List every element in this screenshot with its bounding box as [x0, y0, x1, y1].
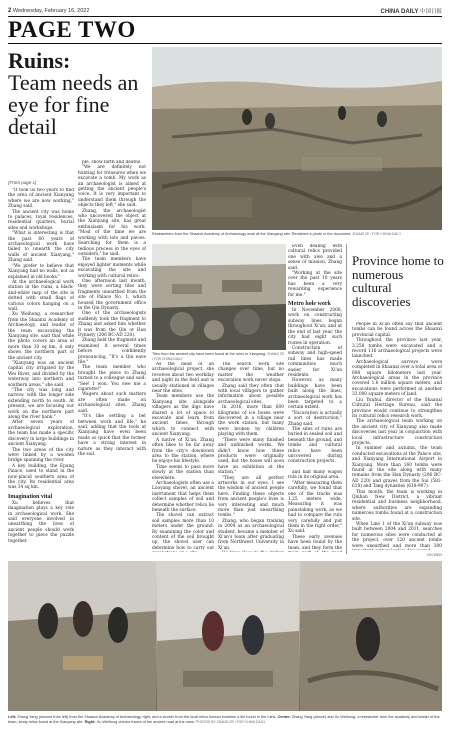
- paragraph: [218, 551, 284, 552]
- paragraph: After seven years of archaeological exploration, the team has made a specific discovery in large buildings in ancient Xianyang.: [8, 420, 74, 448]
- article-column-6: [288, 470, 342, 552]
- caption-label-center: Center:: [277, 715, 291, 719]
- paragraph: Zhang, who began training in 2004 as an archaeological student, became a member of Xi'an's team after graduating from Northwest University in Xi'an.: [218, 518, 284, 551]
- paragraph: Xu believes that imagination plays a key role in archaeological work. She said everyone involved in unearthing the lives of ancient people should work together to piece the puzzle together.: [8, 500, 74, 544]
- masthead-left: [8, 8, 89, 14]
- masthead: [8, 6, 442, 16]
- paragraph: "What is interesting is that the past 60 years of archaeological work have failed to unearth the city walls of ancient Xianyang," Zhang said.: [8, 231, 74, 264]
- caption-text-left: Zhang Yang (second from left) from the Shaanxi Academy of Archaeology, right, and a worker from the local relics bureau examine a tile found in the ruins.: [17, 715, 277, 719]
- issue-date: Wednesday, February 16, 2022: [12, 8, 90, 14]
- caption-text: Tiles from the ancient city have been found at the ruins in Xianyang.: [152, 352, 267, 356]
- paragraph: The team member who brought the piece to Zhang turned to a colleague and said: "See! I won. You owe me a cigarette!": [78, 365, 146, 393]
- section-rule: [8, 43, 442, 44]
- paragraph: ple, show birth and deaths.: [82, 160, 142, 165]
- sidebar-divider: [346, 244, 347, 554]
- paragraph: "After measuring them carefully, we found that one of the tracks was 1.25 meters wide. Measuring it was painstaking work, as we had to compare the ruts very carefully and put them in the right order," Xu said.: [288, 480, 342, 535]
- paragraph: Time seems to pass more slowly at the station than elsewhere.: [152, 464, 214, 481]
- paragraph: The sites of ruins are buried in sealed soil and beneath the ground, and tombs and cultural relics have been uncovered during construction projects.: [288, 427, 342, 465]
- paragraph: However, as many buildings have been built along the lines, archaeological work has been targeted to a certain extent.: [288, 378, 342, 411]
- paragraph: The archaeological team working on the ancient city of Xianyang also made discoveries last year in conjunction with local infrastructure construction projects.: [352, 419, 442, 446]
- photo-caption-top: [152, 232, 442, 237]
- paragraph: "They are all perfect artworks in our eyes. I see the wisdom of ancient people here. Finding these objects from ancient people's lives is very interesting and much more than just unearthing tombs.": [218, 475, 284, 519]
- paragraph: In 2016, more than 600 kilograms of ice boxes were discovered in a village near the work station, but many were broken by children playing with them.: [218, 405, 284, 438]
- paragraph: In summer and autumn, the team conducted excavations at the Palace site, and Xianyang International Airport in Xianyang. More than 160 tombs were found at the site along with many remains from the Han Dynasty (206 BC-AD 220) and graves from the Sui (581-618) and Tang dynasties (618-907).: [352, 446, 442, 490]
- paragraph: "Xianyang was an ancient capital city irrigated by the Wei River, and divided by the waterway into northern and southern areas," she said.: [8, 361, 74, 388]
- paragraph: When Line 1 of the Xi'an subway was built between 2004 and 2011, searches for numerous sites were conducted at the project, over 120 ancient tombs were unearthed and more than 300: [352, 522, 442, 549]
- caption-credit: PHOTOS BY ZHANG ZE / FOR CHINA DAILY: [196, 719, 266, 724]
- paragraph: Archaeologists often use a Luoyang shovel, an ancient instrument that helps them collect samples of soil and determine whether relics lie beneath the surface.: [152, 480, 214, 513]
- headline-lead: Ruins:: [8, 48, 71, 73]
- photo-strip-bottom: [8, 561, 442, 711]
- paragraph: People in Xi'an often say that ancient tombs can be found across the Shaanxi provincial capital.: [352, 322, 442, 338]
- byline: (From page 1): [8, 180, 37, 185]
- paragraph: "Working at the site over the past 10 years has been a very rewarding experience for me.": [288, 271, 342, 298]
- paragraph: Archaeological surveys were completed in Shaanxi over a total area of 688 square kilometers last year. Archaeological areas in the province covered 1.6 million square meters, and excavations were performed at another 32,000 square meters of land.: [352, 359, 442, 398]
- caption-label-left: Left:: [8, 715, 17, 719]
- photo-tiles-scene: [152, 244, 286, 350]
- article-column-2: [78, 160, 146, 552]
- caption-text: Researchers from the Shaanxi Academy of Archaeology work at the Xianyang site. Rendered a photo in the document.: [152, 232, 352, 236]
- paragraph: The two areas of the city were linked by a wooden bridge spanning the river.: [8, 447, 74, 464]
- subheading: Metro hole work: [288, 301, 331, 308]
- paragraph: The ancient city was home to palaces, royal residences, residential quarters, burial sites and workshops.: [8, 209, 74, 231]
- paper-name-cn: 中国日报: [419, 9, 442, 15]
- article-column-4: [218, 362, 284, 552]
- bottom-caption: [8, 715, 442, 725]
- sidebar-headline: Province home to numerous cultural discoveries: [352, 253, 444, 309]
- paragraph: "We are definitely not hunting for treasures when we excavate a tomb. My work as an archaeologist is aimed at getting the ancient people's voice. It is very important to understand them through the objects they left," she said.: [78, 165, 146, 209]
- sidebar-body: [352, 322, 442, 550]
- photo-excavation-site: [152, 47, 442, 230]
- paragraph: Xu Weihong, a researcher from the Shaanxi Academy of Archaeology, and leader of the team excavating the Xianyang site, said that while the photo covers an area of more than 30 sq km, it only shows the northern part of the ancient city.: [8, 312, 74, 361]
- paragraph: Zhang, the archaeologist who uncovered the object at the Xianyang site, has great enthusiasm for his work. "Most of the time we are working with lots and pieces. Searching for them is a tedious process in the eyes of outsiders," he said.: [78, 208, 146, 257]
- paragraph: Even dealing with cultural relics provided one with awe and a sense of mission, Zhang said.: [288, 244, 342, 271]
- headline-rest: Team needs an eye for fine detail: [8, 70, 139, 139]
- paragraph: This month, the team is working in Qinhan New District, a vibrant residential and business neighborhood, where authorities are expanding numerous tombs found at a construction site.: [352, 489, 442, 522]
- caption-label-right: Right:: [84, 719, 96, 724]
- photo-tiles: [152, 244, 286, 350]
- photo-caption-mid: [152, 352, 286, 362]
- article-column-1: [8, 188, 74, 552]
- paragraph: Liu Yunhui, director of the Shaanxi Cultural Heritage Bureau, said the province would continue to strengthen its cultural relics research work.: [352, 397, 442, 419]
- photo-excavation-scene: [152, 47, 442, 230]
- paper-name: CHINA DAILY: [380, 9, 419, 15]
- paragraph: A key building, the Epang Palace, used to stand in the now-placid southern area of the city. Its residential area was 34 sq km.: [8, 463, 74, 491]
- article-headline: [8, 50, 146, 138]
- caption-text-center: Zhang Yang (above) and Xu Weihong, a researcher from the academy and leader of the team, study relics found at the Xianyang site.: [8, 715, 440, 724]
- caption-credit: ZHANG ZE / FOR CHINA DAILY: [152, 352, 285, 361]
- paragraph: Wagers about such matters are often made on archaeological sites, Zhang said.: [78, 392, 146, 414]
- paragraph: "Excavation is actually a sort of destruction," Zhang said.: [288, 410, 342, 427]
- paragraph: A native of Xi'an, Zhang often likes to be far away from the city's downtown area to the station, where he enjoys his lifestyle.: [152, 437, 214, 465]
- paragraph: The team members have enjoyed lighter moments while excavating the site and working with cultural relics.: [78, 257, 146, 279]
- paragraph: Construction of subway and high-speed rail lines has made communities much easier for Xi'an residents.: [288, 345, 342, 378]
- paragraph: Zhang held the fragment and examined it several times before confidently pronouncing, "It's a Qin eave tile.": [78, 338, 146, 366]
- article-column-3: [152, 362, 214, 552]
- caption-text-right: Xu Weihong checks traces of the ancient road at the ruins.: [96, 719, 195, 724]
- subheading: Imagination vital: [8, 493, 53, 500]
- section-title: PAGE TWO: [8, 17, 136, 42]
- sidebar-signoff: XIN WEN: [426, 553, 442, 557]
- paragraph: "The city was long and narrow, with the longer side extending north to south. At present, we are focusing our work on the northern part along the river bank.": [8, 388, 74, 421]
- photo-strip-scenes: [8, 561, 442, 711]
- paragraph: "It took us two years to find the area of ancient Xianyang where we are now working," Zhang said.: [8, 188, 74, 210]
- paragraph: One afternoon last month, they were sorting tiles and fragments unearthed from the site of Palace No. 1, which housed the government office in the Qin Dynasty.: [78, 278, 146, 311]
- paragraph: The search work site changes over time, but no matter the weather excavation work never stops.: [218, 362, 284, 384]
- caption-credit: ZHANG ZE / FOR CHINA DAILY: [352, 232, 402, 236]
- page-number: 2: [8, 8, 12, 14]
- paragraph: In November 2008, work on constructing subway lines began throughout Xi'an, and at the end of last year, the city had eight such routes in operation.: [288, 308, 342, 346]
- paragraph: "There were many finished and unfinished works. We didn't know how these products were originally used, but the boxes will soon have an exhibition at the station.": [218, 437, 284, 476]
- paragraph: These early avenues have been found by the team, and they form the: [288, 534, 342, 551]
- paragraph: Zhang said they often chat with local villagers to gather information about possible archaeological sites.: [218, 383, 284, 405]
- paragraph: and half many wagon ruts in its original area.: [288, 470, 342, 481]
- paragraph: "It's like settling a bet between work and life," he said, adding that the tools at Xianyang have even been made so quick that the former have a strong interest in nature as they interact with the soil.: [78, 414, 146, 457]
- paragraph: At the archaeological work station in the ruins, a black-and-white map of the site is dotted with small flags of various colors hanging on a wall.: [8, 279, 74, 312]
- paragraph: One of the archaeologists suddenly took the fragment to Zhang and asked him whether it was from the Qin or Han Dynasty (206 BC-AD 220).: [78, 311, 146, 338]
- paragraph: As the head of an archaeological project, she receives about two workday and night in the field and is usually stationed in villages near the sites.: [152, 362, 214, 395]
- paragraph: Throughout the province last year, 3,258 tombs were excavated and a record 116 archaeological projects were launched.: [352, 338, 442, 360]
- paragraph: The shovel can extract soil samples more than 10 meters under the ground. By examining the color and content of the soil brought up, the shovel user can determine how to carry out: [152, 513, 214, 551]
- masthead-right: [381, 7, 442, 15]
- paragraph: Team members use the Xianyang site alongside villagers as the digs have shared a lot of space to excavate and learn from ancient times, through which to connect with ancient Xianyang.: [152, 394, 214, 438]
- paragraph: "We prefer to believe that Xianyang had no walls, not as explained in old books.": [8, 263, 74, 280]
